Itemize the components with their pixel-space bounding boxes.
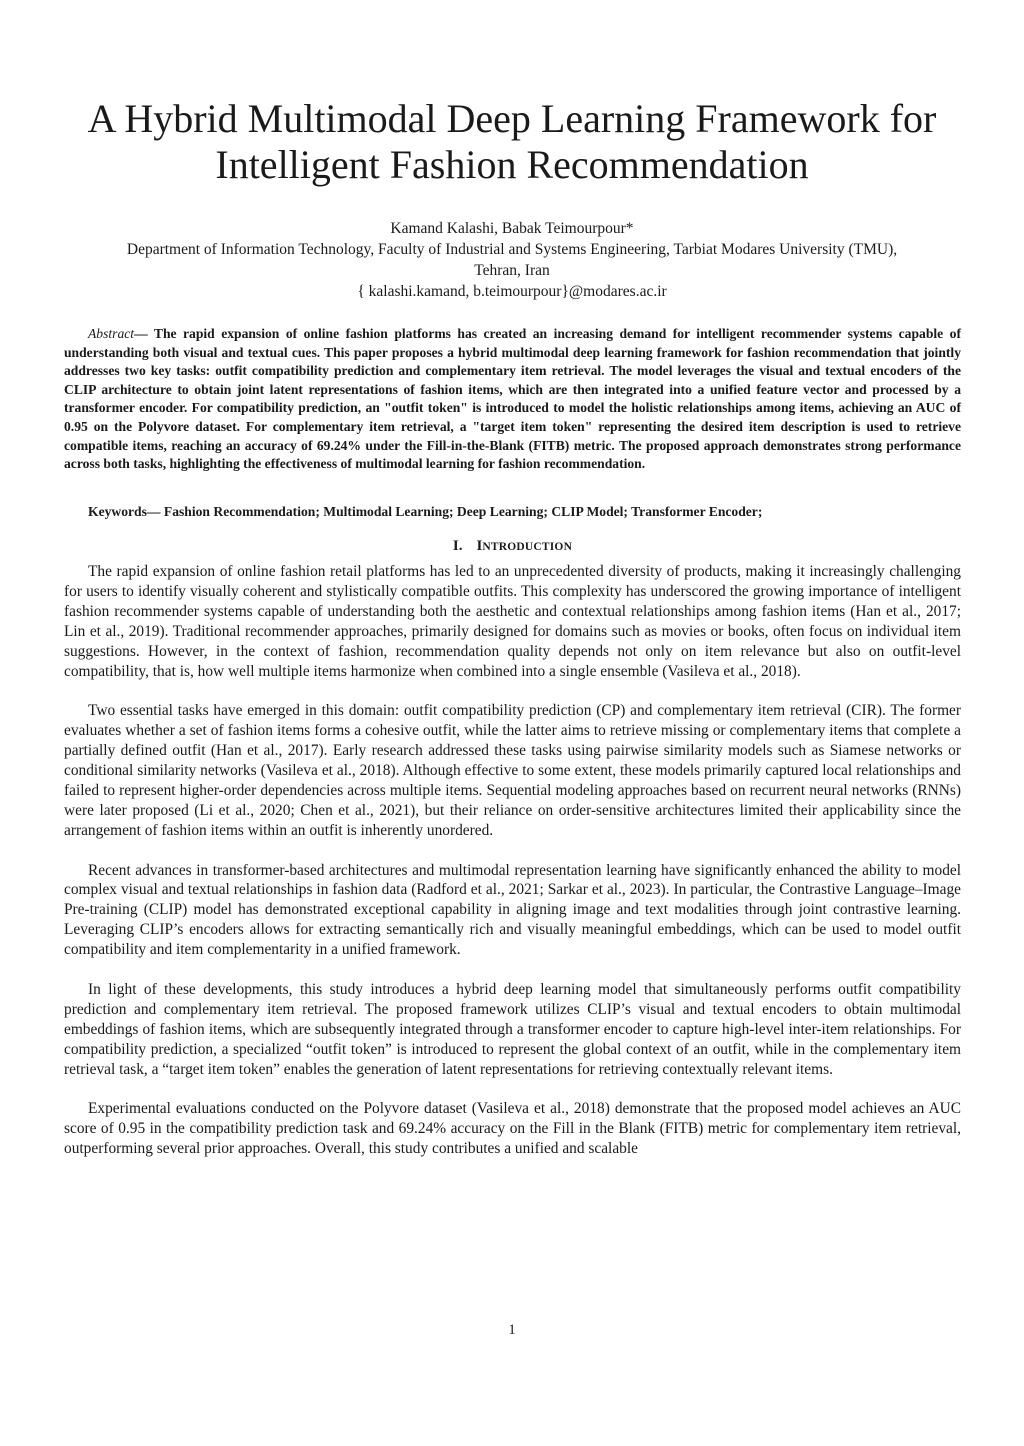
paragraph: Experimental evaluations conducted on the Polyvore dataset (Vasileva et al., 2018) demonstrate that the proposed model achieves an AUC score of 0.95 in the compatibility prediction task and 69.24% accuracy on the Fill in the Blank (FITB) metric for complementary item retrieval, outperforming several prior approaches. Overall, this study contributes a unified and scalable — [64, 1100, 961, 1158]
keywords-text: Fashion Recommendation; Multimodal Learning; Deep Learning; CLIP Model; Transformer Encoder; — [160, 504, 763, 519]
paragraph: In light of these developments, this study introduces a hybrid deep learning model that simultaneously performs outfit compatibility prediction and complementary item retrieval. The proposed framework utilizes CLIP’s visual and textual encoders to obtain multimodal embeddings of fashion items, which are subsequently integrated through a transformer encoder to capture high-level inter-item relationships. For compatibility prediction, a specialized “outfit token” is introduced to represent the global context of an outfit, while in the complementary item retrieval task, a “target item token” enables the generation of latent representations for retrieving contextually relevant items. — [64, 980, 961, 1078]
section-heading-introduction — [64, 536, 961, 557]
author-affiliation: Department of Information Technology, Faculty of Industrial and Systems Engineering, Tarbiat Modares University (TMU), — [126, 241, 898, 258]
author-location: Tehran, Iran — [474, 262, 550, 279]
introduction-body — [64, 562, 961, 1159]
page-number: 1 — [508, 1322, 516, 1338]
paragraph: The rapid expansion of online fashion retail platforms has led to an unprecedented diversity of products, making it increasingly challenging for users to identify visually coherent and stylistically compatible outfits. This complexity has underscored the growing importance of intelligent fashion recommender systems capable of understanding both the aesthetic and contextual relationships among fashion items (Han et al., 2017; Lin et al., 2019). Traditional recommender approaches, primarily designed for domains such as movies or books, often focus on individual item suggestions. However, in the context of fashion, recommendation quality depends not only on item relevance but also on outfit-level compatibility, that is, how well multiple items harmonize when combined into a single ensemble (Vasileva et al., 2018). — [64, 563, 961, 680]
abstract-text: The rapid expansion of online fashion platforms has created an increasing demand for intelligent recommender systems capable of understanding both visual and textual cues. This paper proposes a hybrid multimodal deep learning framework for fashion recommendation that jointly addresses two key tasks: outfit compatibility prediction and complementary item retrieval. The model leverages the visual and textual encoders of the CLIP architecture to obtain joint latent representations of fashion items, which are then integrated into a unified feature vector and processed by a transformer encoder. For compatibility prediction, an "outfit token" is introduced to model the holistic relationships among items, achieving an AUC of 0.95 on the Polyvore dataset. For complementary item retrieval, a "target item token" representing the desired item description is used to retrieve compatible items, reaching an accuracy of 69.24% under the Fill-in-the-Blank (FITB) metric. The proposed approach demonstrates strong performance across both tasks, highlighting the effectiveness of multimodal learning for fashion recommendation. — [64, 326, 961, 472]
paragraph: Two essential tasks have emerged in this domain: outfit compatibility prediction (CP) and complementary item retrieval (CIR). The former evaluates whether a set of fashion items forms a cohesive outfit, while the latter aims to retrieve missing or complementary items that complete a partially defined outfit (Han et al., 2017). Early research addressed these tasks using pairwise similarity models such as Siamese networks or conditional similarity networks (Vasileva et al., 2018). Although effective to some extent, these models primarily captured local relationships and failed to represent higher-order dependencies across multiple items. Sequential modeling approaches based on recurrent neural networks (RNNs) were later proposed (Li et al., 2020; Chen et al., 2021), but their reliance on order-sensitive architectures limited their applicability since the arrangement of fashion items within an outfit is inherently unordered. — [64, 702, 961, 839]
author-emails: { kalashi.kamand, b.teimourpour}@modares.ac.ir — [357, 283, 667, 300]
paper-title-line-1: A Hybrid Multimodal Deep Learning Framework for — [87, 96, 937, 141]
paper-title — [40, 96, 984, 188]
author-block — [50, 218, 974, 302]
abstract-dash: — — [134, 326, 148, 341]
abstract — [64, 325, 961, 474]
paragraph: Recent advances in transformer-based architectures and multimodal representation learning have significantly enhanced the ability to model complex visual and textual relationships in fashion data (Radford et al., 2021; Sarkar et al., 2023). In particular, the Contrastive Language–Image Pre-training (CLIP) model has demonstrated exceptional capability in aligning image and text modalities through joint contrastive learning. Leveraging CLIP’s encoders allows for extracting semantically rich and visually meaningful embeddings, which can be used to model outfit compatibility and item complementarity in a unified framework. — [64, 861, 961, 959]
keywords — [64, 503, 961, 521]
keywords-label: Keywords— — [88, 504, 161, 519]
abstract-label: Abstract — [88, 326, 135, 341]
section-number: I. — [452, 538, 463, 554]
author-names: Kamand Kalashi, Babak Teimourpour* — [390, 220, 634, 237]
section-title-initial: I — [476, 538, 483, 554]
paper-title-line-2: Intelligent Fashion Recommendation — [215, 142, 809, 187]
section-title-rest: NTRODUCTION — [482, 541, 573, 553]
